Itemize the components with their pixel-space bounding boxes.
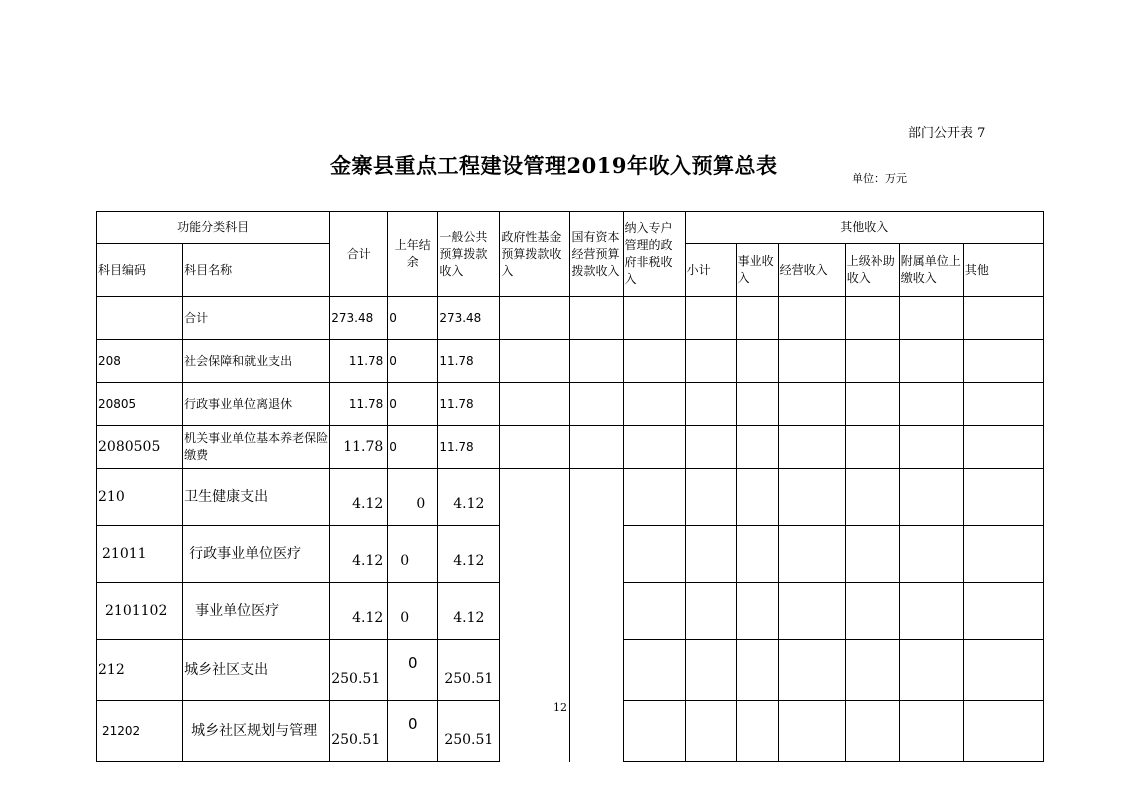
- cell-general: 11.78: [438, 426, 500, 469]
- budget-table: [96, 211, 1044, 762]
- cell-prev: 0: [388, 583, 438, 640]
- cell-prev: 0: [388, 340, 438, 383]
- cell-general: 273.48: [438, 297, 500, 340]
- header-code: 科目编码: [97, 244, 183, 297]
- header-name: 科目名称: [183, 244, 330, 297]
- cell-code: 21202: [97, 701, 183, 762]
- table-row: [97, 469, 1044, 526]
- cell-name: 社会保障和就业支出: [183, 340, 330, 383]
- cell-prev: 0: [388, 469, 438, 526]
- table-row: [97, 526, 1044, 583]
- cell-prev: 0: [388, 383, 438, 426]
- cell-name: 行政事业单位医疗: [183, 526, 330, 583]
- cell-code: [97, 297, 183, 340]
- page-number: 12: [553, 701, 567, 714]
- cell-prev: 0: [388, 640, 438, 701]
- header-state-capital: 国有资本经营预算拨款收入: [570, 212, 623, 297]
- cell-code: 210: [97, 469, 183, 526]
- cell-code: 208: [97, 340, 183, 383]
- cell-code: 2080505: [97, 426, 183, 469]
- cell-total: 4.12: [330, 469, 388, 526]
- cell-code: 212: [97, 640, 183, 701]
- cell-total: 4.12: [330, 583, 388, 640]
- cell-code: 20805: [97, 383, 183, 426]
- cell-name: 事业单位医疗: [183, 583, 330, 640]
- cell-name: 合计: [183, 297, 330, 340]
- table-row: [97, 297, 1044, 340]
- header-total: 合计: [330, 212, 388, 297]
- table-row: [97, 640, 1044, 701]
- header-other: 其他: [963, 244, 1043, 297]
- cell-total: 11.78: [330, 426, 388, 469]
- header-func-class: 功能分类科目: [97, 212, 330, 244]
- form-number: 部门公开表 7: [908, 126, 986, 141]
- cell-total: 250.51: [330, 701, 388, 762]
- header-operating-income: 经营收入: [778, 244, 845, 297]
- cell-general: 250.51: [438, 701, 500, 762]
- cell-name: 机关事业单位基本养老保险缴费: [183, 426, 330, 469]
- page-title: 金寨县重点工程建设管理2019年收入预算总表: [330, 153, 778, 178]
- header-other-income: 其他收入: [685, 212, 1043, 244]
- header-general-budget: 一般公共预算拨款收入: [438, 212, 500, 297]
- cell-general: 4.12: [438, 469, 500, 526]
- cell-general: 4.12: [438, 526, 500, 583]
- cell-general: 11.78: [438, 383, 500, 426]
- table-row: [97, 426, 1044, 469]
- cell-prev: 0: [388, 526, 438, 583]
- table-row: [97, 583, 1044, 640]
- cell-total: 273.48: [330, 297, 388, 340]
- cell-code: 21011: [97, 526, 183, 583]
- header-prev-balance: 上年结余: [388, 212, 438, 297]
- cell-total: 11.78: [330, 383, 388, 426]
- header-subtotal: 小计: [685, 244, 736, 297]
- unit-label: 单位：万元: [852, 172, 907, 185]
- header-gov-fund: 政府性基金预算拨款收入: [500, 212, 570, 297]
- cell-total: 250.51: [330, 640, 388, 701]
- cell-code: 2101102: [97, 583, 183, 640]
- header-special-account: 纳入专户管理的政府非税收入: [623, 212, 685, 297]
- header-superior-subsidy: 上级补助收入: [845, 244, 899, 297]
- cell-prev: 0: [388, 297, 438, 340]
- cell-name: 城乡社区支出: [183, 640, 330, 701]
- table-row: [97, 340, 1044, 383]
- cell-general: 250.51: [438, 640, 500, 701]
- cell-name: 卫生健康支出: [183, 469, 330, 526]
- cell-total: 4.12: [330, 526, 388, 583]
- cell-prev: 0: [388, 701, 438, 762]
- cell-prev: 0: [388, 426, 438, 469]
- table-row: [97, 383, 1044, 426]
- header-affiliated-remit: 附属单位上缴收入: [899, 244, 963, 297]
- cell-general: 4.12: [438, 583, 500, 640]
- cell-general: 11.78: [438, 340, 500, 383]
- cell-name: 行政事业单位离退休: [183, 383, 330, 426]
- cell-name: 城乡社区规划与管理: [183, 701, 330, 762]
- table-row: [97, 701, 1044, 762]
- cell-total: 11.78: [330, 340, 388, 383]
- header-business-income: 事业收入: [736, 244, 778, 297]
